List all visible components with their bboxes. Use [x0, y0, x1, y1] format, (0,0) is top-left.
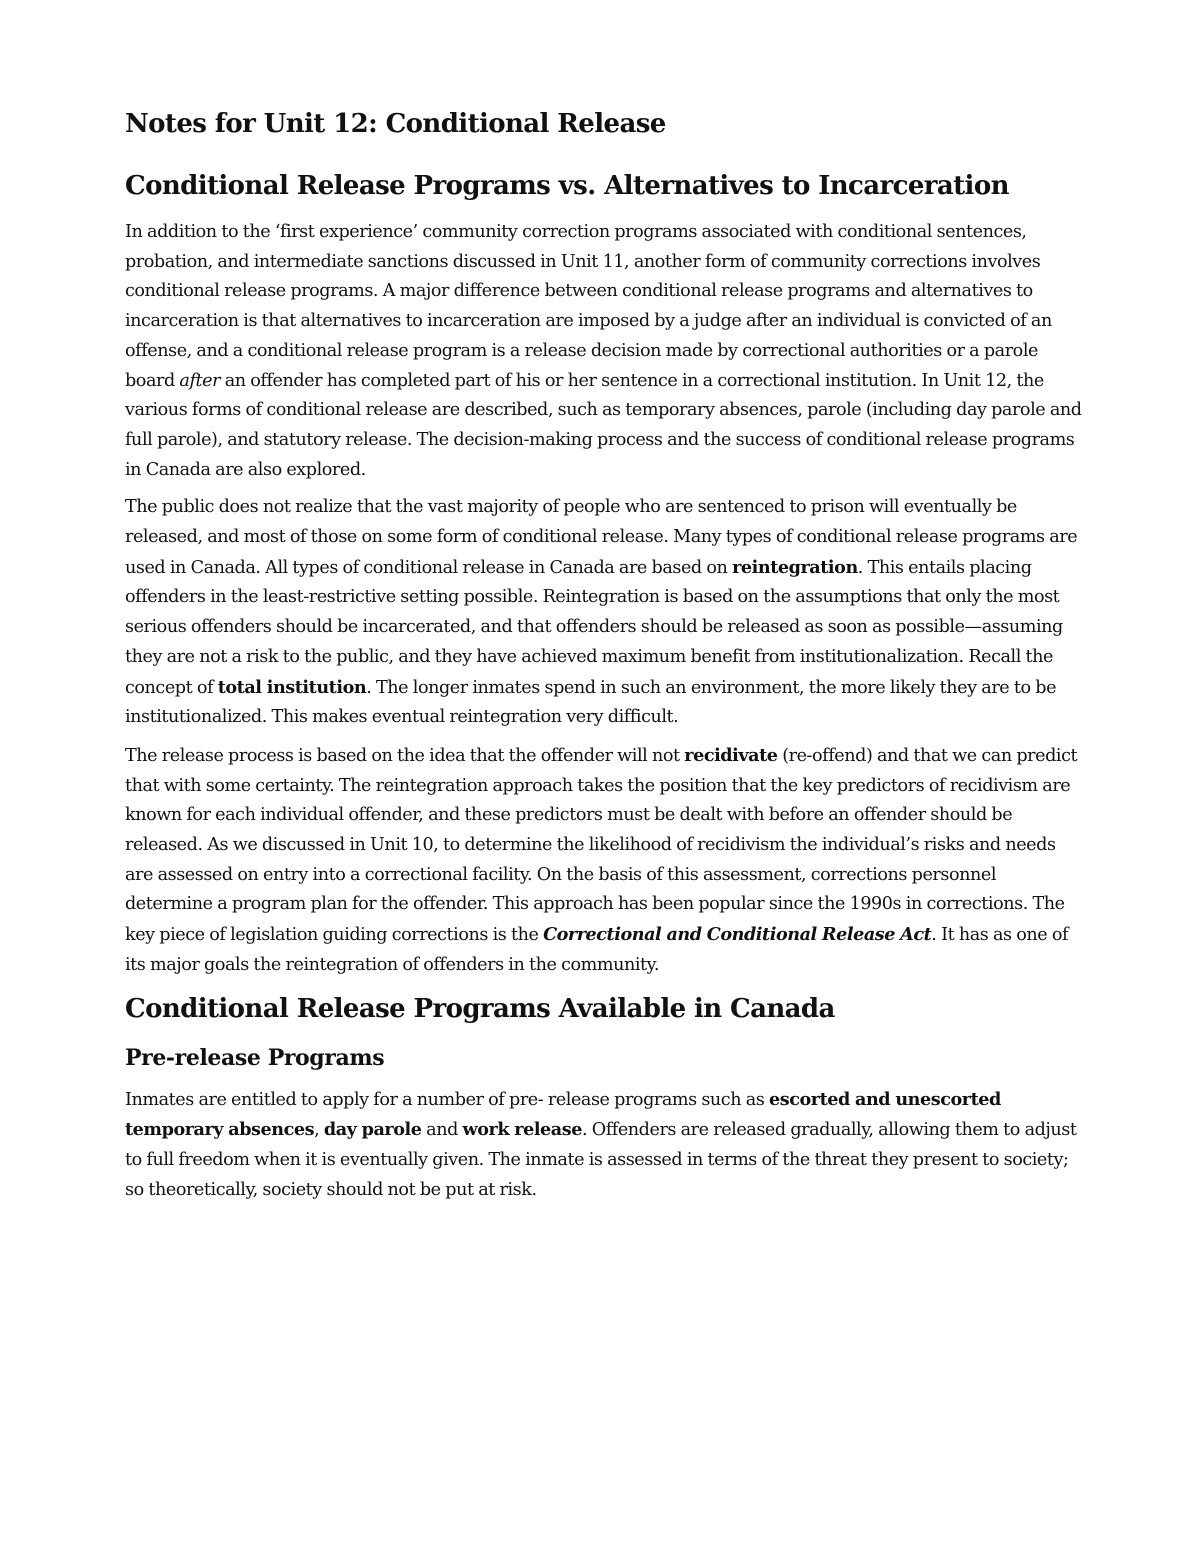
term-temporary-absences: escorted and unescorted temporary absences	[125, 1088, 1001, 1141]
section-heading-programs-in-canada: Conditional Release Programs Available in Canada	[125, 993, 835, 1024]
paragraph-text: ,	[314, 1120, 324, 1141]
term-day-parole: day parole	[323, 1119, 422, 1141]
paragraph-reintegration	[125, 493, 1085, 733]
document-page	[125, 104, 1085, 1213]
paragraph-text: . Offenders are released gradually, allowing them to adjust to full freedom when it is eventually given. The inmate is assessed in terms of the threat they present to society; so theoretically, society should not be put at risk.	[125, 1120, 1077, 1200]
paragraph-text: an offender has completed part of his or her sentence in a correctional institution. In Unit 12, the various forms of conditional release are described, such as temporary absences, parole (including day parole and full parole), and statutory release. The decision-making process and the success of conditional release programs in Canada are also explored.	[125, 370, 1082, 480]
paragraph-release-process	[125, 741, 1085, 981]
paragraph-introduction	[125, 218, 1085, 485]
document-title: Notes for Unit 12: Conditional Release	[125, 109, 666, 139]
emphasis-after: after	[179, 370, 221, 391]
term-total-institution: total institution	[217, 676, 367, 698]
term-reintegration: reintegration	[732, 556, 858, 578]
paragraph-text: The public does not realize that the vast majority of people who are sentenced to prison will eventually be released, and most of those on some form of conditional release. Many types of conditional release programs are used in Canada. All types of conditional release in Canada are based on	[125, 497, 1078, 578]
legislation-title: Correctional and Conditional Release Act	[543, 924, 932, 946]
paragraph-text: . It has as one of its major goals the reintegration of offenders in the community.	[125, 925, 1069, 975]
paragraph-text: The release process is based on the idea that the offender will not	[125, 745, 685, 766]
paragraph-text: Inmates are entitled to apply for a number of pre- release programs such as	[125, 1089, 769, 1110]
term-work-release: work release	[462, 1119, 582, 1141]
term-recidivate: recidivate	[684, 744, 778, 766]
subsection-heading-pre-release: Pre-release Programs	[125, 1044, 385, 1071]
paragraph-text: . This entails placing offenders in the least-restrictive setting possible. Reintegration is based on the assumptions that only the most serious offenders should be incarcerated, and that offenders should be released as soon as possible—assuming they are not a risk to the public, and they have achieved maximum benefit from institutionalization. Recall the concept of	[125, 557, 1063, 698]
paragraph-text: (re-offend) and that we can predict that with some certainty. The reintegration approach takes the position that the key predictors of recidivism are known for each individual offender, and these predictors must be dealt with before an offender should be released. As we discussed in Unit 10, to determine the likelihood of recidivism the individual’s risks and needs are assessed on entry into a correctional facility. On the basis of this assessment, corrections personnel determine a program plan for the offender. This approach has been popular since the 1990s in corrections. The key piece of legislation guiding corrections is the	[125, 745, 1078, 946]
paragraph-text: and	[421, 1120, 463, 1141]
paragraph-text: In addition to the ‘first experience’ community correction programs associated with conditional sentences, probation, and intermediate sanctions discussed in Unit 11, another form of community corrections involves conditional release programs. A major difference between conditional release programs and alternatives to incarceration is that alternatives to incarceration are imposed by a judge after an individual is convicted of an offense, and a conditional release program is a release decision made by correctional authorities or a parole board	[125, 222, 1052, 391]
section-heading-programs-vs-alternatives: Conditional Release Programs vs. Alternatives to Incarceration	[125, 171, 1009, 201]
paragraph-text: . The longer inmates spend in such an environment, the more likely they are to be institutionalized. This makes eventual reintegration very difficult.	[125, 677, 1057, 728]
paragraph-pre-release	[125, 1085, 1085, 1206]
